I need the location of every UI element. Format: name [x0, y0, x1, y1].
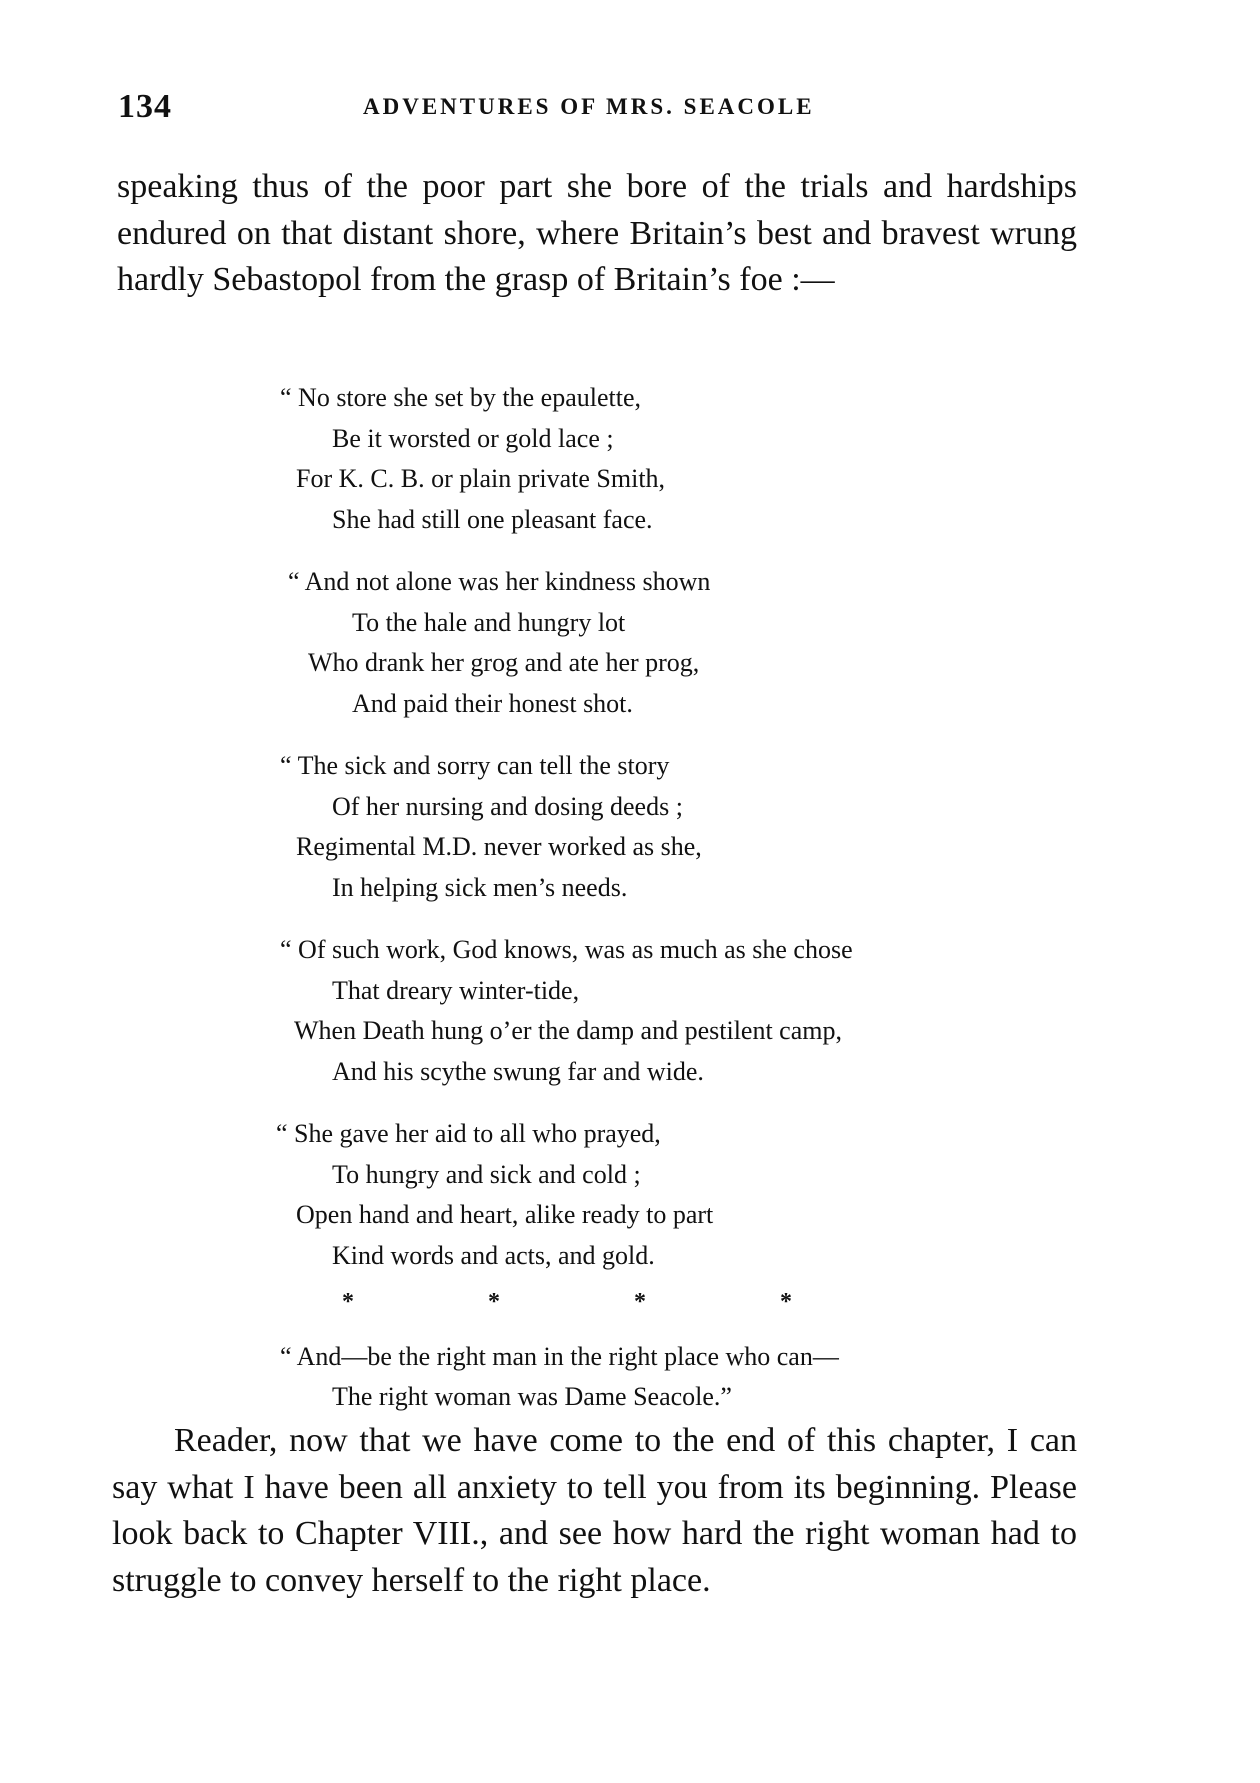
poem-line: In helping sick men’s needs.	[332, 872, 628, 902]
poem-stanza	[270, 562, 1070, 724]
asterisk: *	[634, 1289, 646, 1315]
closing-paragraph: Reader, now that we have come to the end of this chapter, I can say what I have been all anxiety to tell you from its beginning. Please look back to Chapter VIII., and see how hard the right woman had to struggle to convey herself to the right place.	[112, 1422, 1077, 1599]
running-head: ADVENTURES OF MRS. SEACOLE	[363, 94, 815, 119]
page-header	[118, 88, 1078, 128]
poem-line: When Death hung o’er the damp and pestilent camp,	[294, 1016, 842, 1045]
poem-line: Kind words and acts, and gold.	[332, 1240, 655, 1270]
poem-line: To hungry and sick and cold ;	[332, 1159, 641, 1189]
intro-paragraph: speaking thus of the poor part she bore of the trials and hardships endured on that distant shore, where Britain’s best and bravest wrung hardly Sebastopol from the grasp of Britain’s foe :—	[117, 168, 1077, 298]
poem-stanza	[270, 1114, 1070, 1276]
poem-line: She had still one pleasant face.	[332, 504, 653, 534]
poem-line: Open hand and heart, alike ready to part	[296, 1200, 714, 1229]
poem-line: Regimental M.D. never worked as she,	[296, 832, 702, 861]
poem-line: That dreary winter-tide,	[332, 975, 580, 1005]
poem-line: “ The sick and sorry can tell the story	[280, 751, 670, 780]
asterisk: *	[780, 1289, 792, 1315]
poem-line: “ And—be the right man in the right place who can—	[280, 1341, 839, 1371]
asterisk-separator	[342, 1282, 792, 1323]
poem-line: “ And not alone was her kindness shown	[288, 567, 711, 596]
poem-line: And his scythe swung far and wide.	[332, 1056, 704, 1086]
poem-line: To the hale and hungry lot	[352, 607, 626, 637]
poem-line: Who drank her grog and ate her prog,	[308, 648, 700, 677]
poem-line: And paid their honest shot.	[352, 688, 633, 718]
poem-line: Of her nursing and dosing deeds ;	[332, 791, 683, 821]
poem	[270, 378, 1070, 1440]
poem-stanza	[270, 378, 1070, 540]
poem-line: “ No store she set by the epaulette,	[280, 383, 641, 412]
asterisk: *	[488, 1289, 500, 1315]
page-number: 134	[118, 88, 172, 125]
poem-line: Be it worsted or gold lace ;	[332, 423, 614, 453]
poem-line: “ She gave her aid to all who prayed,	[276, 1119, 661, 1148]
asterisk: *	[342, 1289, 354, 1315]
poem-line: “ Of such work, God knows, was as much as she chose	[280, 935, 853, 964]
poem-line: The right woman was Dame Seacole.”	[332, 1382, 732, 1411]
poem-stanza	[270, 746, 1070, 908]
poem-line: For K. C. B. or plain private Smith,	[296, 464, 666, 493]
poem-stanza	[270, 930, 1070, 1092]
poem-final-stanza	[270, 1337, 1070, 1418]
